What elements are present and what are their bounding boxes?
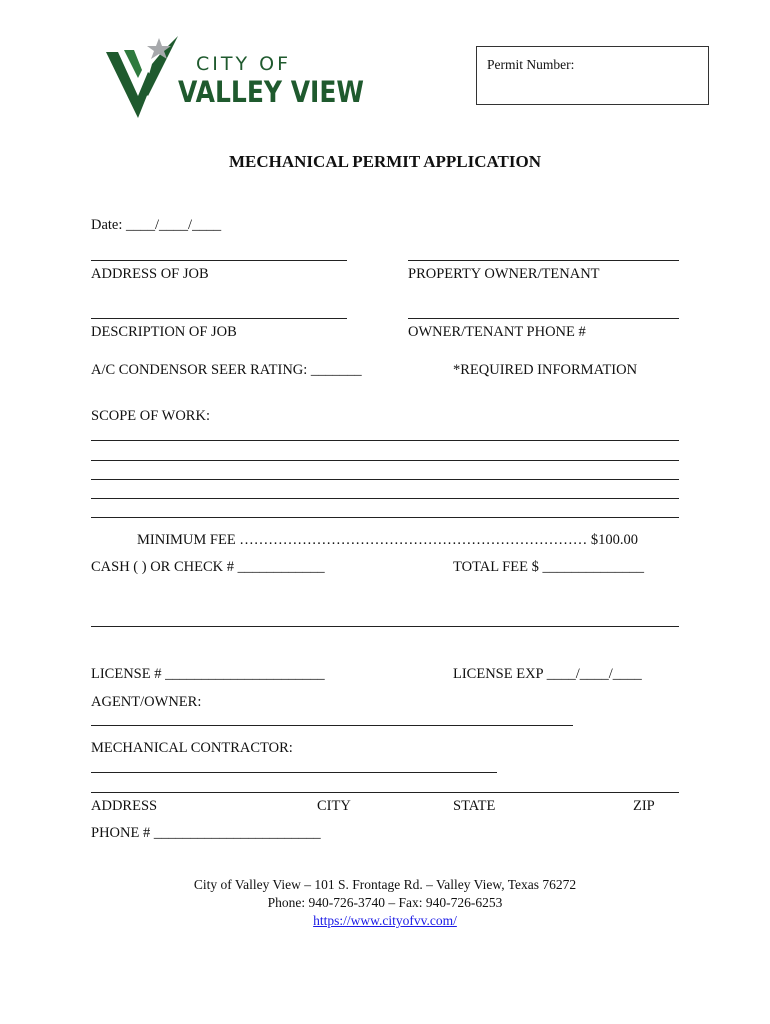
page-title: MECHANICAL PERMIT APPLICATION [228, 152, 541, 171]
scope-of-work-label: SCOPE OF WORK: [91, 408, 210, 424]
owner-phone-line[interactable] [408, 318, 679, 319]
description-of-job-label: DESCRIPTION OF JOB [91, 324, 237, 340]
contractor-city-label: CITY [317, 798, 351, 814]
property-owner-line[interactable] [408, 260, 679, 261]
license-number-field[interactable]: LICENSE # ______________________ [91, 666, 325, 682]
footer-phone: Phone: 940-726-3740 – Fax: 940-726-6253 [267, 895, 503, 910]
permit-number-box[interactable] [476, 46, 709, 105]
permit-number-label: Permit Number: [487, 57, 575, 72]
scope-line[interactable] [91, 460, 679, 461]
date-field[interactable]: Date: ____/____/____ [91, 217, 222, 233]
description-of-job-line[interactable] [91, 318, 347, 319]
contractor-zip-label: ZIP [633, 798, 655, 814]
scope-line[interactable] [91, 479, 679, 480]
agent-owner-label: AGENT/OWNER: [91, 694, 202, 710]
owner-phone-label: OWNER/TENANT PHONE # [408, 324, 586, 340]
logo-text-line2: VALLEY VIEW [178, 75, 364, 109]
address-of-job-line[interactable] [91, 260, 347, 261]
footer-address: City of Valley View – 101 S. Frontage Rd. – Valley View, Texas 76272 [193, 877, 577, 892]
contractor-address-line[interactable] [91, 792, 679, 793]
license-exp-field[interactable]: LICENSE EXP ____/____/____ [453, 666, 642, 682]
separator-line [91, 626, 679, 627]
scope-line[interactable] [91, 498, 679, 499]
city-logo [104, 34, 369, 124]
address-of-job-label: ADDRESS OF JOB [91, 266, 209, 282]
cash-or-check-field[interactable]: CASH ( ) OR CHECK # ____________ [91, 559, 325, 575]
seer-rating-field[interactable]: A/C CONDENSOR SEER RATING: _______ [91, 362, 362, 378]
contractor-address-label: ADDRESS [91, 798, 158, 814]
scope-line[interactable] [91, 440, 679, 441]
mechanical-contractor-line[interactable] [91, 772, 497, 773]
property-owner-label: PROPERTY OWNER/TENANT [408, 266, 600, 282]
website-link[interactable]: https://www.cityofvv.com/ [313, 913, 457, 928]
scope-line[interactable] [91, 517, 679, 518]
total-fee-field[interactable]: TOTAL FEE $ ______________ [453, 559, 644, 575]
agent-owner-line[interactable] [91, 725, 573, 726]
required-info-note: *REQUIRED INFORMATION [453, 362, 638, 378]
contractor-phone-field[interactable]: PHONE # _______________________ [91, 825, 321, 841]
minimum-fee-line: MINIMUM FEE ……………………………………………………………… $100.00 [137, 532, 639, 548]
contractor-state-label: STATE [453, 798, 496, 814]
logo-text-line1: CITY OF [196, 53, 292, 75]
mechanical-contractor-label: MECHANICAL CONTRACTOR: [91, 740, 293, 756]
footer-link-row [0, 913, 770, 929]
